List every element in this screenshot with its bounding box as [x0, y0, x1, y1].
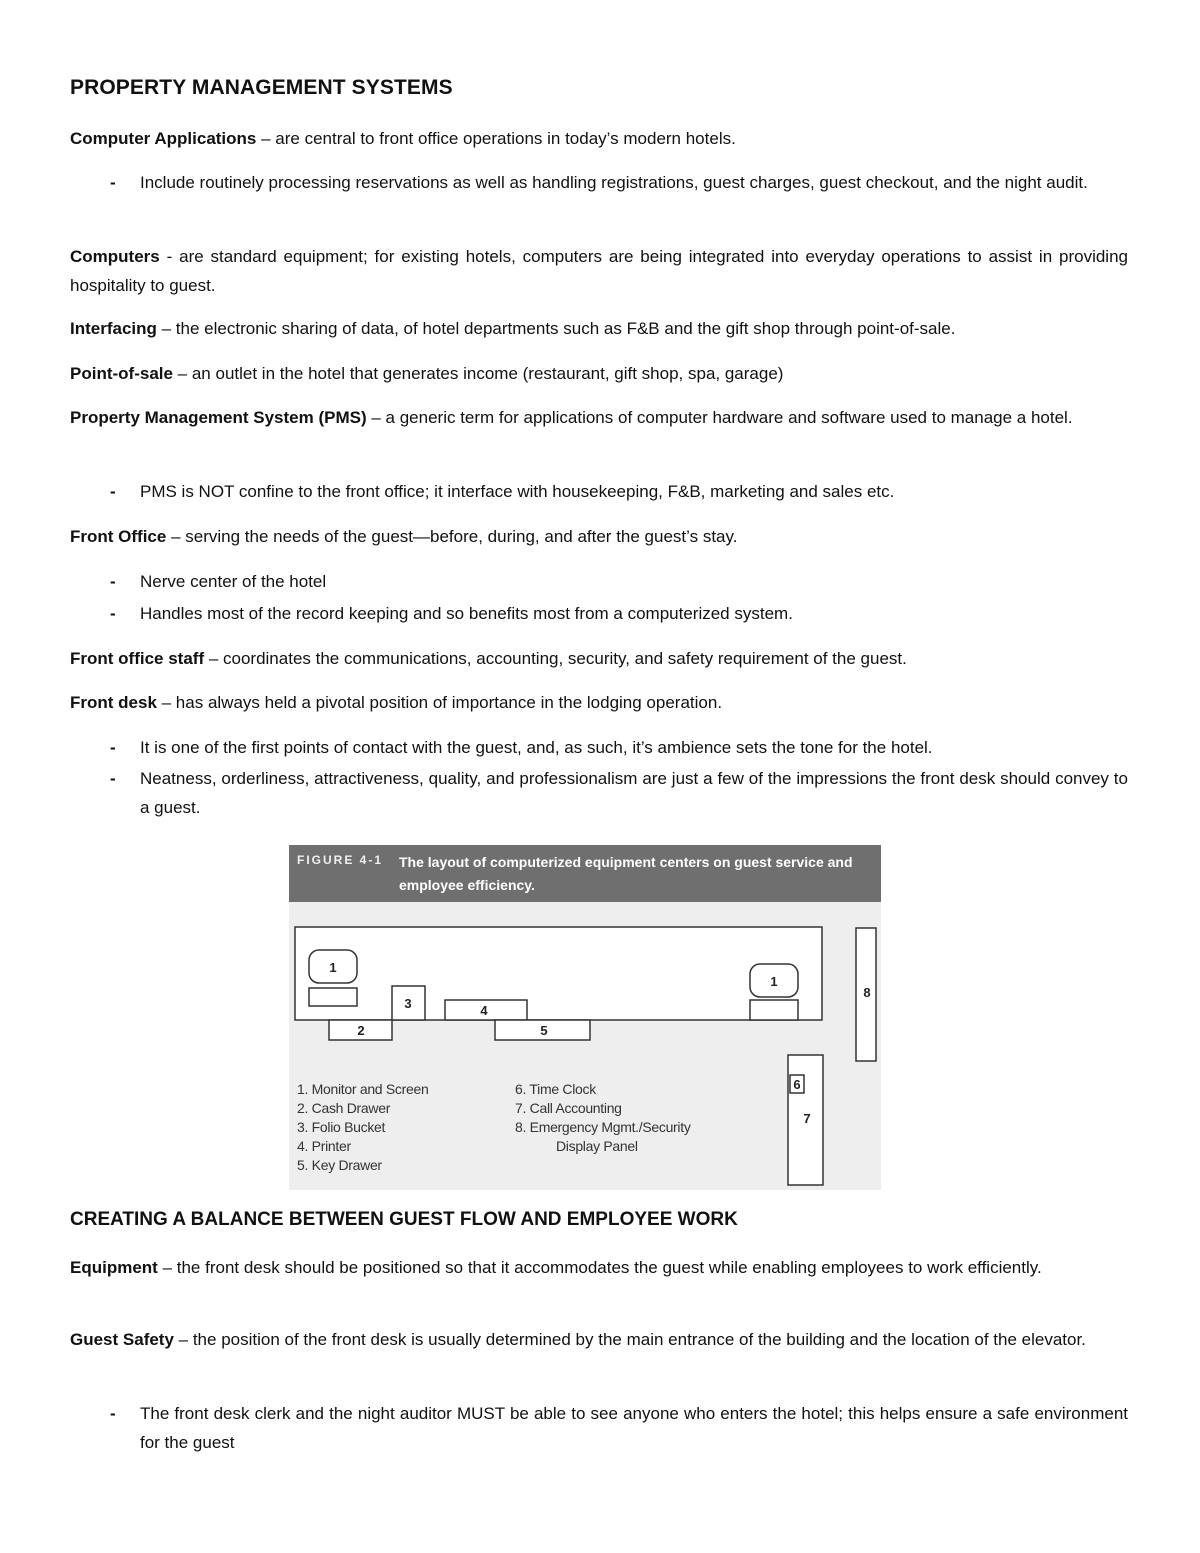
paragraph-guest-safety	[70, 1325, 1128, 1354]
figure-label: FIGURE 4-1	[297, 853, 384, 867]
bullet-front-office-1	[110, 567, 1128, 596]
bullet-guest-safety	[110, 1399, 1128, 1457]
figure-caption: The layout of computerized equipment centers on guest service and employee efficiency.	[399, 854, 853, 893]
figure-header	[289, 845, 881, 902]
marker-2: 2	[357, 1023, 365, 1038]
bullet-dash: -	[110, 482, 116, 501]
term: Guest Safety	[70, 1330, 174, 1349]
paragraph-point-of-sale	[70, 359, 1128, 388]
definition: – the position of the front desk is usually determined by the main entrance of the building and the location of the elevator.	[173, 1330, 1086, 1349]
term: Computer Applications	[70, 129, 257, 148]
legend-item: 3. Folio Bucket	[297, 1119, 386, 1135]
definition: – serving the needs of the guest—before, during, and after the guest’s stay.	[166, 527, 738, 546]
figure-4-1	[289, 845, 881, 1190]
marker-3: 3	[404, 996, 412, 1011]
legend-item: 8. Emergency Mgmt./Security	[515, 1119, 691, 1135]
paragraph-computers	[70, 242, 1128, 300]
legend-item: 6. Time Clock	[515, 1081, 596, 1097]
section-title: CREATING A BALANCE BETWEEN GUEST FLOW AND EMPLOYEE WORK	[70, 1209, 738, 1230]
definition: – has always held a pivotal position of importance in the lodging operation.	[156, 693, 723, 712]
definition: – the front desk should be positioned so that it accommodates the guest while enabling employees to work efficiently.	[157, 1258, 1042, 1277]
legend-item: 2. Cash Drawer	[297, 1100, 391, 1116]
term: Point-of-sale	[70, 364, 173, 383]
legend-item: 5. Key Drawer	[297, 1157, 382, 1173]
legend-item: 1. Monitor and Screen	[297, 1081, 429, 1097]
bullet-dash: -	[110, 173, 116, 192]
paragraph-front-desk	[70, 688, 1128, 717]
marker-5: 5	[540, 1023, 548, 1038]
bullet-dash: -	[110, 572, 116, 591]
term: Interfacing	[70, 319, 157, 338]
definition: – an outlet in the hotel that generates income (restaurant, gift shop, spa, garage)	[172, 364, 784, 383]
term: Front office staff	[70, 649, 205, 668]
bullet-front-desk-2	[110, 764, 1128, 822]
paragraph-front-office	[70, 522, 1128, 551]
bullet-computer-applications	[110, 168, 1128, 197]
bullet-text: Include routinely processing reservations as well as handling registrations, guest charges, guest checkout, and the night audit.	[140, 173, 1088, 192]
paragraph-front-office-staff	[70, 644, 1128, 673]
bullet-text: PMS is NOT confine to the front office; it interface with housekeeping, F&B, marketing and sales etc.	[140, 482, 895, 501]
front-desk-counter	[295, 927, 822, 1020]
definition: - are standard equipment; for existing hotels, computers are being integrated into everyday operations to assist in providing hospitality to guest.	[70, 247, 1128, 295]
definition: – the electronic sharing of data, of hotel departments such as F&B and the gift shop through point-of-sale.	[156, 319, 956, 338]
bullet-dash: -	[110, 769, 116, 788]
marker-4: 4	[480, 1003, 488, 1018]
legend-item: 4. Printer	[297, 1138, 351, 1154]
bullet-front-desk-1	[110, 733, 1128, 762]
keyboard-left	[309, 988, 357, 1006]
bullet-text: The front desk clerk and the night auditor MUST be able to see anyone who enters the hotel; this helps ensure a safe environment for the guest	[140, 1404, 1128, 1452]
bullet-text: Neatness, orderliness, attractiveness, quality, and professionalism are just a few of the impressions the front desk should convey to a guest.	[140, 769, 1128, 817]
term: Equipment	[70, 1258, 158, 1277]
definition: – are central to front office operations in today’s modern hotels.	[256, 129, 736, 148]
bullet-text: Nerve center of the hotel	[140, 572, 327, 591]
term: Computers	[70, 247, 160, 266]
bullet-text: It is one of the first points of contact with the guest, and, as such, it’s ambience sets the tone for the hotel.	[140, 738, 933, 757]
bullet-dash: -	[110, 1404, 116, 1423]
bullet-dash: -	[110, 604, 116, 623]
bullet-dash: -	[110, 738, 116, 757]
keyboard-right	[750, 1000, 798, 1020]
page-title: PROPERTY MANAGEMENT SYSTEMS	[70, 76, 453, 99]
paragraph-pms	[70, 403, 1128, 432]
legend-item: Display Panel	[556, 1138, 638, 1154]
paragraph-computer-applications	[70, 124, 1128, 153]
bullet-text: Handles most of the record keeping and so benefits most from a computerized system.	[140, 604, 793, 623]
legend-right	[515, 1080, 691, 1156]
definition: – coordinates the communications, accounting, security, and safety requirement of the guest.	[204, 649, 907, 668]
marker-7: 7	[803, 1111, 811, 1126]
paragraph-equipment	[70, 1253, 1128, 1282]
term: Property Management System (PMS)	[70, 408, 367, 427]
term: Front desk	[70, 693, 157, 712]
paragraph-interfacing	[70, 314, 1128, 343]
marker-1-left: 1	[329, 960, 337, 975]
marker-8: 8	[863, 985, 871, 1000]
bullet-front-office-2	[110, 599, 1128, 628]
marker-1-right: 1	[770, 974, 778, 989]
legend-item: 7. Call Accounting	[515, 1100, 622, 1116]
legend-left	[297, 1080, 428, 1175]
marker-6: 6	[793, 1077, 801, 1092]
term: Front Office	[70, 527, 167, 546]
definition: – a generic term for applications of computer hardware and software used to manage a hotel.	[366, 408, 1073, 427]
bullet-pms	[110, 477, 1128, 506]
